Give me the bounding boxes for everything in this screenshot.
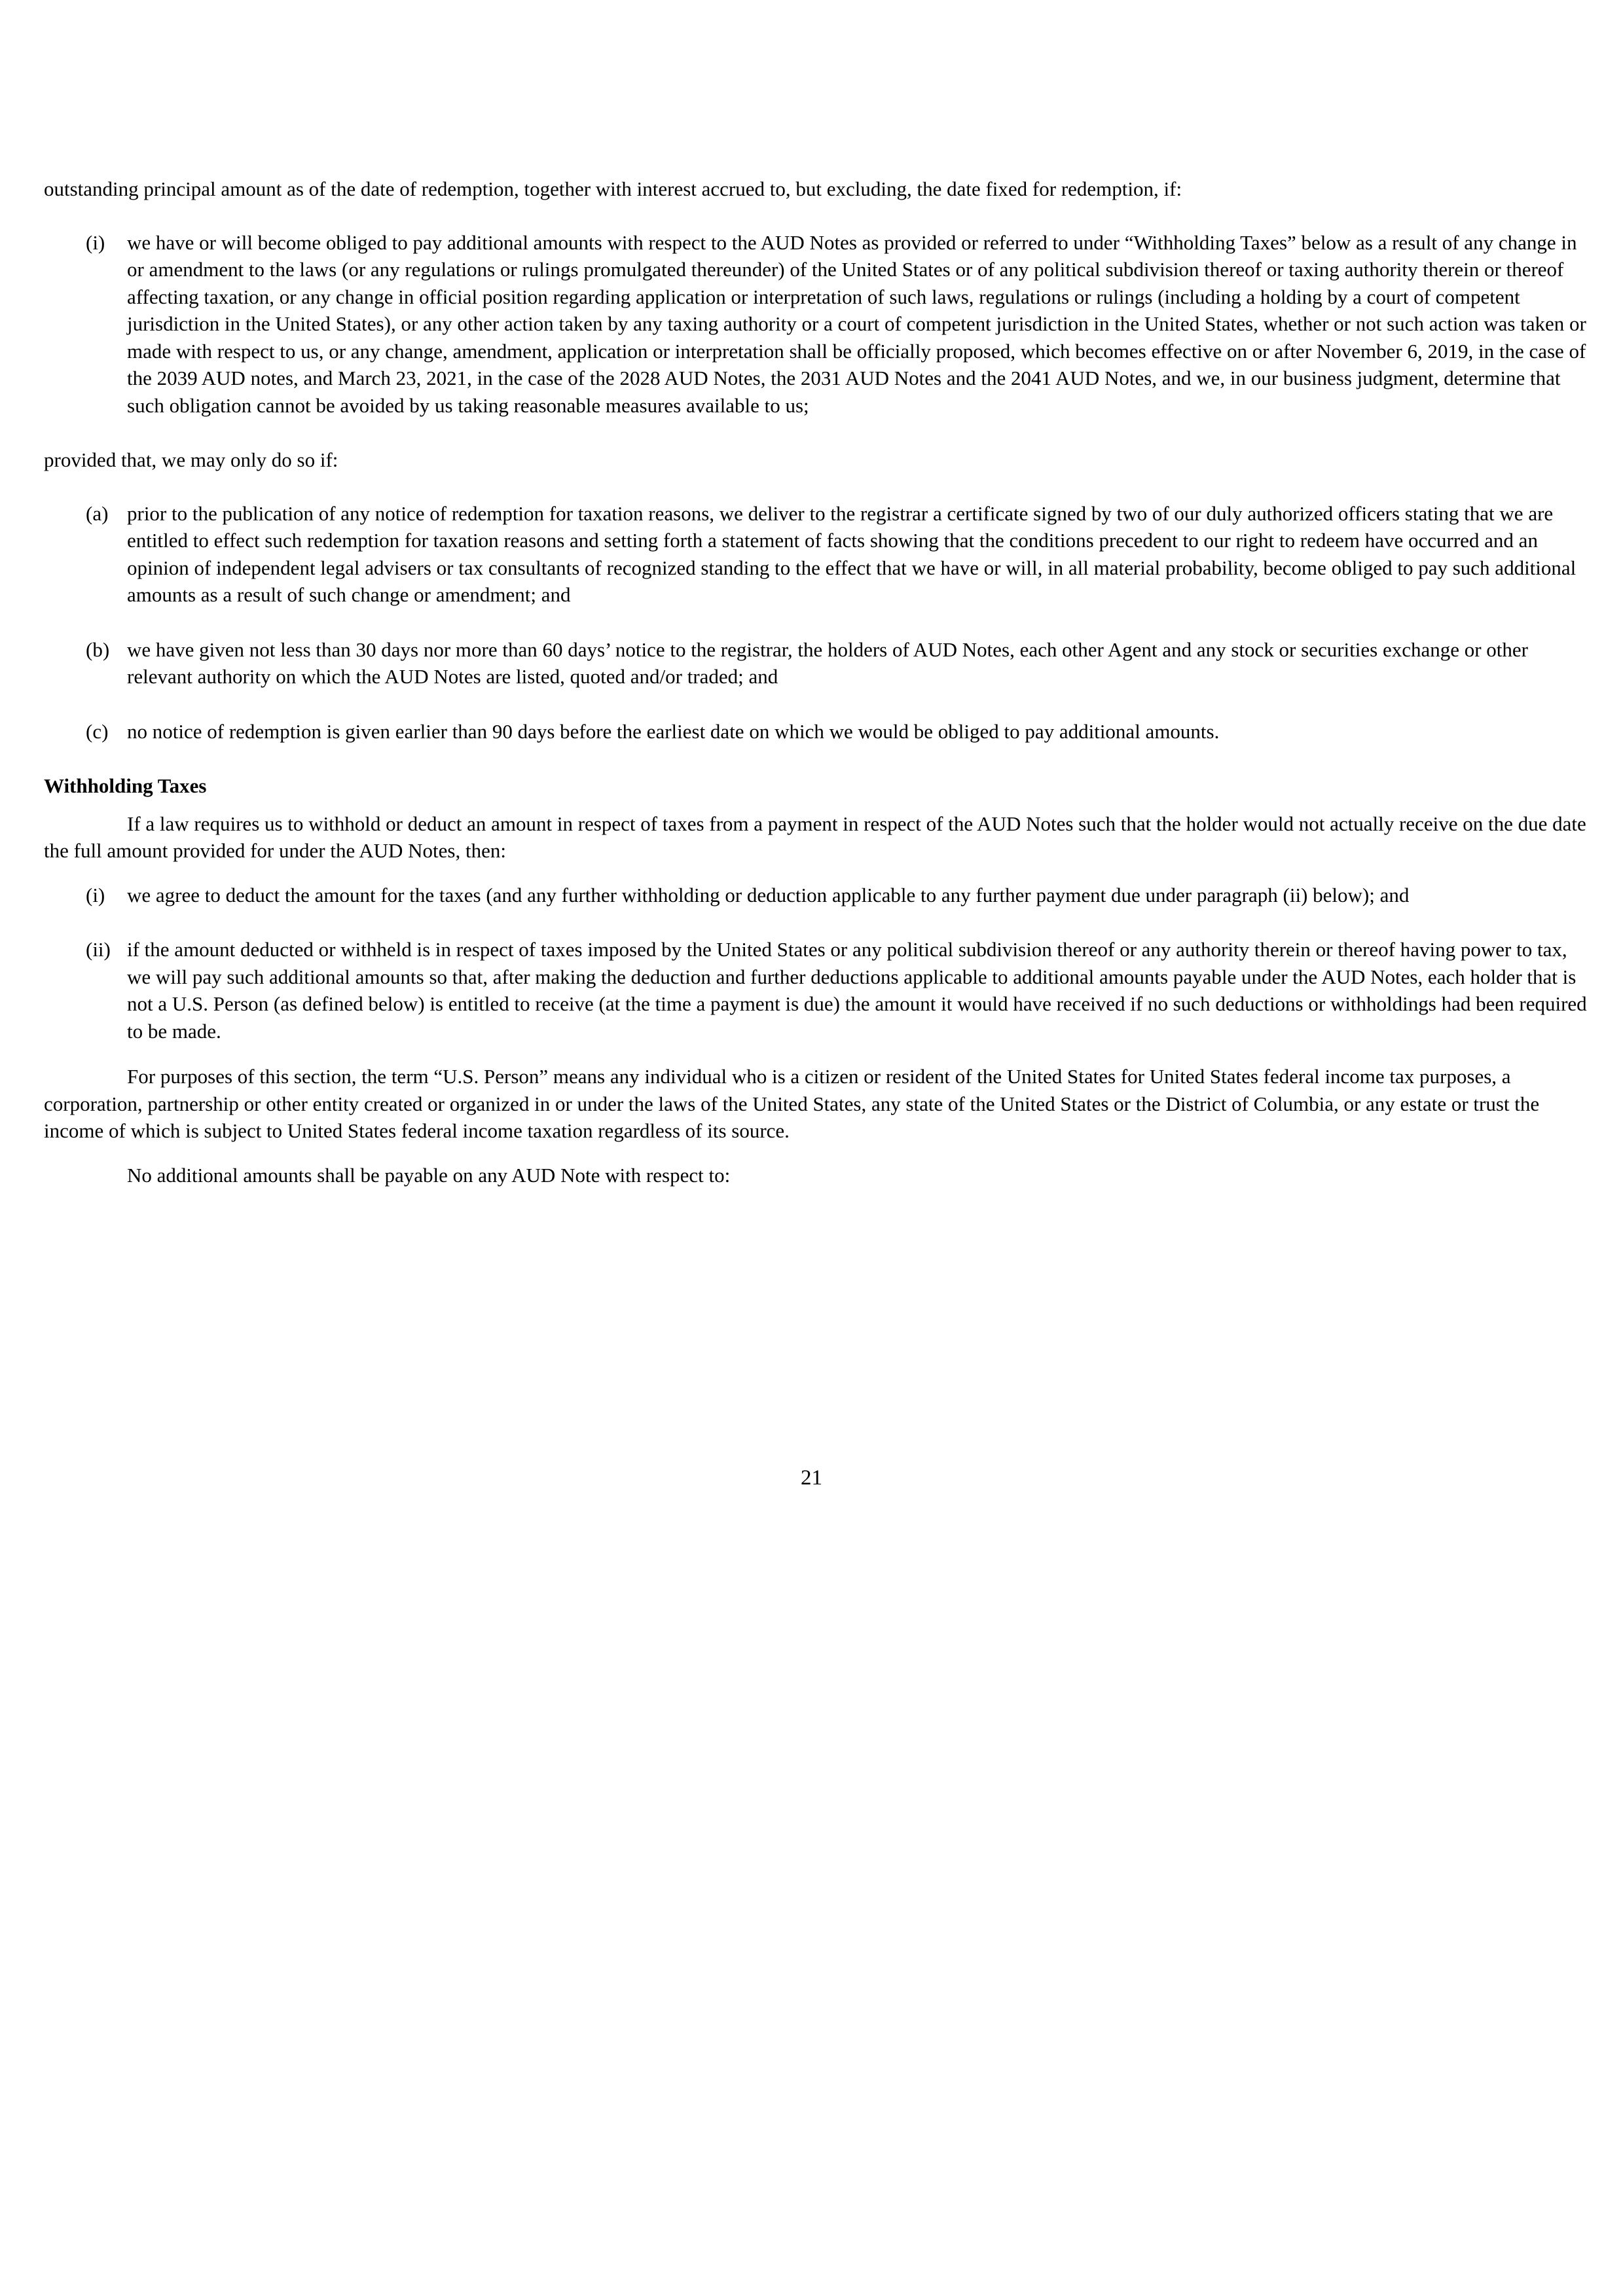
opening-line: outstanding principal amount as of the date of redemption, together with interest accrued to, but excluding, the date fixed for redemption, if: — [44, 177, 1182, 200]
list-item-text: we have given not less than 30 days nor more than 60 days’ notice to the registrar, the holders of AUD Notes, each other Agent and any stock or securities exchange or other relevant authority on which the AUD Notes are listed, quoted and/or traded; and — [127, 637, 1528, 688]
no-additional-amounts-line: No additional amounts shall be payable on any AUD Note with respect to: — [127, 1163, 731, 1187]
list-item-text: we agree to deduct the amount for the taxes (and any further withholding or deduction applicable to any further payment due under paragraph (ii) below); and — [127, 883, 1410, 906]
withholding-intro: If a law requires us to withhold or deduct an amount in respect of taxes from a payment in respect of the AUD Notes such that the holder would not actually receive on the due date the full amount provided for under the AUD Notes, then: — [44, 812, 1586, 862]
withholding-item-i — [44, 882, 1589, 909]
proviso-line: provided that, we may only do so if: — [44, 448, 338, 471]
page-number: 21 — [801, 1466, 822, 1490]
proviso-item-a — [44, 500, 1589, 609]
section-heading-withholding-taxes: Withholding Taxes — [44, 774, 207, 797]
list-item-text: we have or will become obliged to pay additional amounts with respect to the AUD Notes as provided or referred to under “Withholding Taxes” below as a result of any change in or amendment to the laws (or any regulations or rulings promulgated thereunder) of the United States or of any political subdivision thereof or taxing authority therein or thereof affecting taxation, or any change in official position regarding application or interpretation of such laws, regulations or rulings (including a holding by a court of competent jurisdiction in the United States), or any other action taken by any taxing authority or a court of competent jurisdiction in the United States, whether or not such action was taken or made with respect to us, or any change, amendment, application or interpretation shall be officially proposed, which becomes effective on or after November 6, 2019, in the case of the 2039 AUD notes, and March 23, 2021, in the case of the 2028 AUD Notes, the 2031 AUD Notes and the 2041 AUD Notes, and we, in our business judgment, determine that such obligation cannot be avoided by us taking reasonable measures available to us; — [127, 230, 1586, 417]
proviso-item-b — [44, 636, 1589, 691]
list-item-text: no notice of redemption is given earlier than 90 days before the earliest date on which we would be obliged to pay additional amounts. — [127, 719, 1220, 743]
list-marker: (b) — [86, 637, 110, 661]
list-item-text: if the amount deducted or withheld is in respect of taxes imposed by the United States or any political subdivision thereof or any authority therein or thereof having power to tax, we will pay such additional amounts so that, after making the deduction and further deductions applicable to additional amounts payable under the AUD Notes, each holder that is not a U.S. Person (as defined below) is entitled to receive (at the time a payment is due) the amount it would have received if no such deductions or withholdings had been required to be made. — [127, 938, 1587, 1043]
list-marker: (c) — [86, 719, 109, 743]
list-marker: (i) — [86, 230, 105, 254]
document-body — [44, 175, 1589, 1206]
withholding-item-ii — [44, 936, 1589, 1045]
proviso-item-c — [44, 718, 1589, 745]
redemption-condition-i — [44, 229, 1589, 420]
us-person-definition: For purposes of this section, the term “U.S. Person” means any individual who is a citizen or resident of the United States for United States federal income tax purposes, a corporation, partnership or other entity created or organized in or under the laws of the United States, any state of the United States or the District of Columbia, or any estate or trust the income of which is subject to United States federal income taxation regardless of its source. — [44, 1065, 1540, 1142]
list-marker: (i) — [86, 883, 105, 906]
list-marker: (ii) — [86, 938, 111, 961]
list-item-text: prior to the publication of any notice of redemption for taxation reasons, we deliver to the registrar a certificate signed by two of our duly authorized officers stating that we are entitled to effect such redemption for taxation reasons and setting forth a statement of facts showing that the conditions precedent to our right to redeem have occurred and an opinion of independent legal advisers or tax consultants of recognized standing to the effect that we have or will, in all material probability, become obliged to pay such additional amounts as a result of such change or amendment; and — [127, 501, 1577, 606]
list-marker: (a) — [86, 501, 109, 525]
